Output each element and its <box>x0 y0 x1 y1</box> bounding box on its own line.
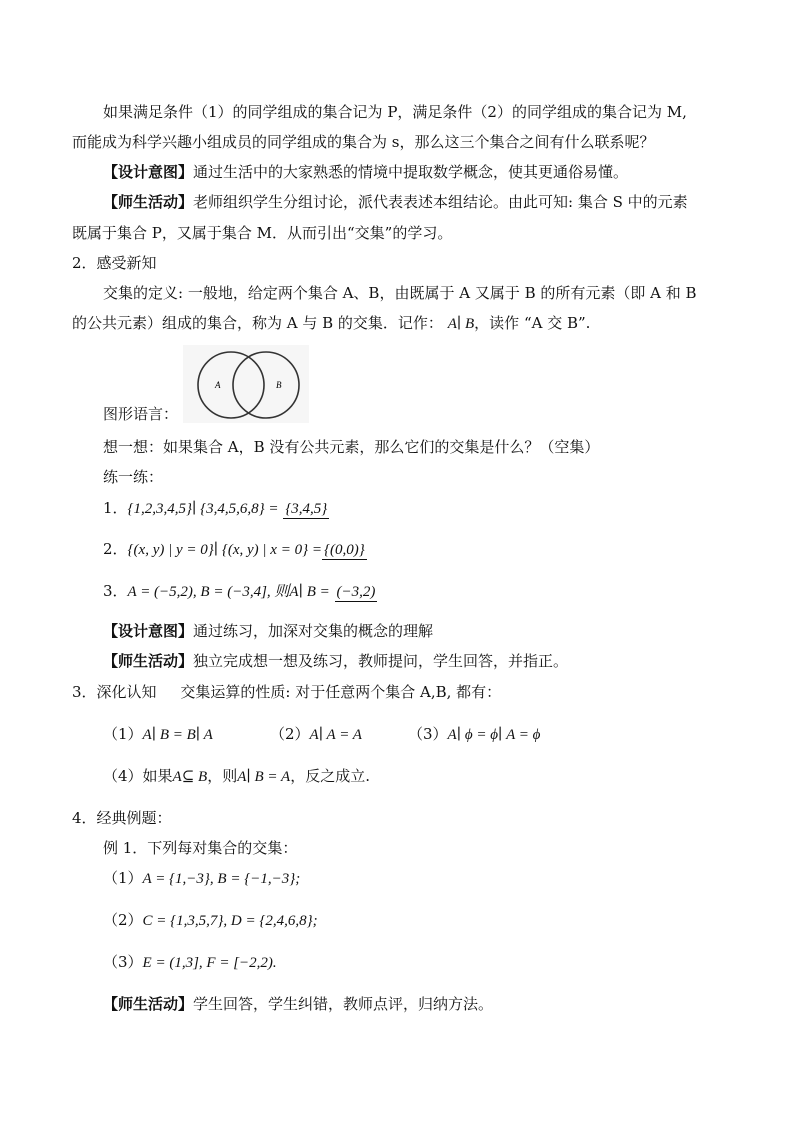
practice-exercise: 2．{(x, y) | y = 0}∣ {(x, y) | x = 0} = {(0,0)} <box>103 540 365 558</box>
tag-label: 【师生活动】 <box>103 652 194 670</box>
practice-title: 练一练： <box>103 468 164 486</box>
tag-label: 【设计意图】 <box>103 163 194 181</box>
teacher-student-activity: 【师生活动】学生回答，学生纠错，教师点评，归纳方法。 <box>103 995 494 1013</box>
think-question: 想一想：如果集合 A，B 没有公共元素，那么它们的交集是什么？（空集） <box>103 438 600 456</box>
property-3: （3）A∣ ϕ = ϕ∣ A = ϕ <box>408 725 541 743</box>
answer: (−3,2) <box>336 584 376 600</box>
design-intent: 【设计意图】通过生活中的大家熟悉的情境中提取数学概念，使其更通俗易懂。 <box>103 163 629 181</box>
property-1: （1）A∣ B = B∣ A <box>103 725 213 743</box>
answer: {3,4,5} <box>285 501 328 517</box>
teacher-student-activity: 【师生活动】独立完成想一想及练习，教师提问，学生回答，并指正。 <box>103 652 569 670</box>
definition-line: 的公共元素）组成的集合，称为 A 与 B 的交集．记作： A∣ B，读作 “A 交 B”. <box>72 314 591 332</box>
paragraph-line: 如果满足条件（1）的同学组成的集合记为 P，满足条件（2）的同学组成的集合记为 M, <box>103 103 687 121</box>
tag-label: 【师生活动】 <box>103 995 194 1013</box>
property-4: （4）如果A⊆ B，则A∣ B = A，反之成立. <box>103 767 370 785</box>
section-heading: 4．经典例题： <box>72 809 172 827</box>
example-question: （1）A = {1,−3}, B = {−1,−3}; <box>103 869 301 887</box>
paragraph-line: 而能成为科学兴趣小组成员的同学组成的集合为 s，那么这三个集合之间有什么联系呢？ <box>72 133 655 151</box>
practice-exercise: 3．A = (−5,2), B = (−3,4], 则A∣ B = (−3,2) <box>103 582 376 600</box>
tag-label: 【设计意图】 <box>103 622 194 640</box>
teacher-student-activity: 【师生活动】老师组织学生分组讨论，派代表表述本组结论。由此可知: 集合 S 中的元素 <box>103 193 688 211</box>
section-heading: 2．感受新知 <box>72 254 157 272</box>
property-2: （2）A∣ A = A <box>270 725 362 743</box>
example-title: 例 1．下列每对集合的交集： <box>103 839 298 857</box>
example-question: （3）E = (1,3], F = [−2,2). <box>103 953 277 971</box>
practice-exercise: 1．{1,2,3,4,5}∣ {3,4,5,6,8} = {3,4,5} <box>103 499 328 517</box>
set-b-label: B <box>276 380 282 390</box>
graph-language-label: 图形语言： <box>103 405 179 423</box>
venn-diagram <box>183 345 309 423</box>
set-a-label: A <box>215 380 221 390</box>
example-question: （2）C = {1,3,5,7}, D = {2,4,6,8}; <box>103 911 318 929</box>
paragraph-line: 既属于集合 P，又属于集合 M．从而引出“交集”的学习。 <box>72 224 453 242</box>
design-intent: 【设计意图】通过练习，加深对交集的概念的理解 <box>103 622 434 640</box>
tag-label: 【师生活动】 <box>103 193 194 211</box>
section-heading-line: 3．深化认知 交集运算的性质: 对于任意两个集合 A,B, 都有： <box>72 683 502 701</box>
section-heading: 3．深化认知 <box>72 683 157 701</box>
definition-line: 交集的定义: 一般地，给定两个集合 A、B，由既属于 A 又属于 B 的所有元素（即 A 和 B <box>103 284 697 302</box>
answer: {(0,0)} <box>323 542 365 558</box>
